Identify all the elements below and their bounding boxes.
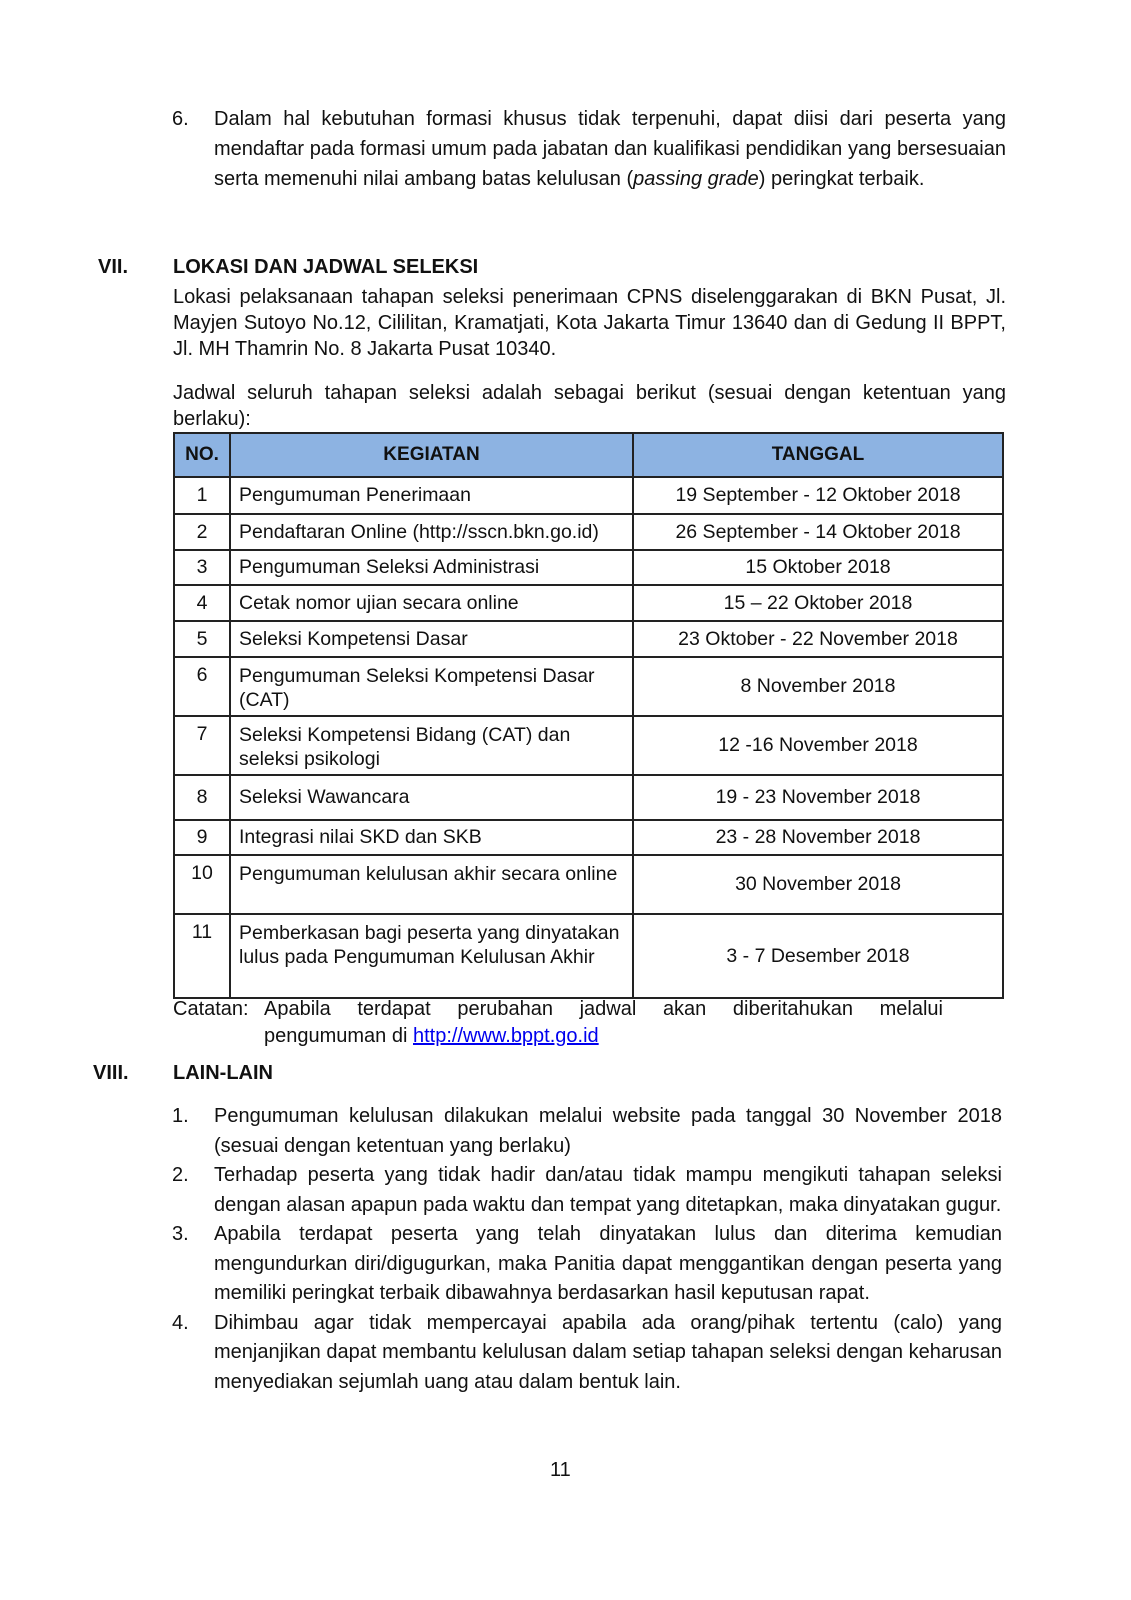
- location-paragraph: Lokasi pelaksanaan tahapan seleksi penerimaan CPNS diselenggarakan di BKN Pusat, Jl. Mayjen Sutoyo No.12, Cililitan, Kramatjati, Kota Jakarta Timur 13640 dan di Gedung II BPPT, Jl. MH Thamrin No. 8 Jakarta Pusat 10340.: [173, 286, 1006, 360]
- cell-tanggal: 3 - 7 Desember 2018: [633, 914, 1003, 998]
- page-number: 11: [550, 1459, 571, 1481]
- cell-no: 11: [174, 914, 230, 998]
- header-no: NO.: [174, 433, 230, 477]
- bppt-link[interactable]: http://www.bppt.go.id: [413, 1025, 599, 1047]
- table-row: [174, 550, 1003, 585]
- item-text: Dihimbau agar tidak mempercayai apabila ada orang/pihak tertentu (calo) yang menjanjikan dapat membantu kelulusan dalam setiap tahapan seleksi dengan keharusan menyediakan sejumlah uang atau dalam bentuk lain.: [214, 1311, 1002, 1393]
- cell-no: 4: [174, 585, 230, 621]
- cell-tanggal: 15 Oktober 2018: [633, 550, 1003, 585]
- section-number: VII.: [98, 256, 129, 278]
- header-tanggal: TANGGAL: [633, 433, 1003, 477]
- item-number: 6.: [172, 108, 189, 130]
- item-text: [214, 104, 1006, 194]
- cell-kegiatan: Pemberkasan bagi peserta yang dinyatakan lulus pada Pengumuman Kelulusan Akhir: [230, 914, 633, 998]
- header-kegiatan: KEGIATAN: [230, 433, 633, 477]
- cell-no: 6: [174, 657, 230, 716]
- cell-tanggal: 19 - 23 November 2018: [633, 775, 1003, 820]
- table-row: [174, 716, 1003, 775]
- table-row: [174, 775, 1003, 820]
- list-item: [172, 1309, 1002, 1398]
- item-number: 1.: [172, 1105, 189, 1127]
- schedule-table: [173, 432, 1004, 999]
- cell-tanggal: 26 September - 14 Oktober 2018: [633, 514, 1003, 550]
- table-row: [174, 477, 1003, 514]
- cell-kegiatan: Seleksi Kompetensi Dasar: [230, 621, 633, 657]
- cell-no: 1: [174, 477, 230, 514]
- schedule-note: [173, 996, 943, 1050]
- text-part: Dalam hal kebutuhan formasi khusus tidak terpenuhi, dapat diisi dari peserta yang mendaftar pada formasi umum pada jabatan dan kualifikasi pendidikan yang bersesuaian serta memenuhi nilai ambang batas kelulusan (: [214, 108, 1006, 190]
- note-text-wrap: [264, 996, 943, 1050]
- italic-term: passing grade: [633, 168, 759, 190]
- table-row: [174, 514, 1003, 550]
- cell-kegiatan: Seleksi Wawancara: [230, 775, 633, 820]
- text-part: ) peringkat terbaik.: [758, 168, 925, 190]
- item-number: 4.: [172, 1311, 189, 1334]
- item-text: Apabila terdapat peserta yang telah dinyatakan lulus dan diterima kemudian mengundurkan diri/digugurkan, maka Panitia dapat menggantikan dengan peserta yang memiliki peringkat terbaik dibawahnya berdasarkan hasil keputusan rapat.: [214, 1223, 1002, 1304]
- cell-tanggal: 12 -16 November 2018: [633, 716, 1003, 775]
- section-title: LAIN-LAIN: [173, 1062, 273, 1084]
- cell-tanggal: 19 September - 12 Oktober 2018: [633, 477, 1003, 514]
- section-title: LOKASI DAN JADWAL SELEKSI: [173, 256, 479, 278]
- cell-tanggal: 15 – 22 Oktober 2018: [633, 585, 1003, 621]
- cell-tanggal: 30 November 2018: [633, 855, 1003, 914]
- item-text: Terhadap peserta yang tidak hadir dan/atau tidak mampu mengikuti tahapan seleksi dengan alasan apapun pada waktu dan tempat yang ditetapkan, maka dinyatakan gugur.: [214, 1164, 1002, 1216]
- table-row: [174, 657, 1003, 716]
- cell-kegiatan: Pengumuman Seleksi Kompetensi Dasar (CAT): [230, 657, 633, 716]
- cell-no: 8: [174, 775, 230, 820]
- cell-kegiatan: Pendaftaran Online (http://sscn.bkn.go.id): [230, 514, 633, 550]
- cell-no: 3: [174, 550, 230, 585]
- cell-tanggal: 8 November 2018: [633, 657, 1003, 716]
- table-row: [174, 585, 1003, 621]
- list-item: [172, 1102, 1002, 1161]
- cell-tanggal: 23 - 28 November 2018: [633, 820, 1003, 855]
- schedule-intro: Jadwal seluruh tahapan seleksi adalah sebagai berikut (sesuai dengan ketentuan yang berlaku):: [173, 382, 1006, 430]
- note-label: Catatan:: [173, 998, 249, 1020]
- list-item-6: [172, 104, 1006, 194]
- cell-kegiatan: Pengumuman Penerimaan: [230, 477, 633, 514]
- cell-no: 10: [174, 855, 230, 914]
- cell-no: 7: [174, 716, 230, 775]
- note-text: Apabila terdapat perubahan jadwal akan diberitahukan melalui pengumuman di: [264, 998, 943, 1047]
- table-row: [174, 914, 1003, 998]
- section-number: VIII.: [93, 1062, 129, 1084]
- list-item: [172, 1220, 1002, 1309]
- lain-lain-list: [172, 1102, 1002, 1397]
- cell-tanggal: 23 Oktober - 22 November 2018: [633, 621, 1003, 657]
- table-row: [174, 855, 1003, 914]
- cell-no: 9: [174, 820, 230, 855]
- cell-kegiatan: Seleksi Kompetensi Bidang (CAT) dan seleksi psikologi: [230, 716, 633, 775]
- item-number: 2.: [172, 1164, 189, 1186]
- cell-no: 5: [174, 621, 230, 657]
- cell-kegiatan: Pengumuman kelulusan akhir secara online: [230, 855, 633, 914]
- table-row: [174, 621, 1003, 657]
- item-number: 3.: [172, 1223, 189, 1245]
- list-item: [172, 1161, 1002, 1220]
- cell-no: 2: [174, 514, 230, 550]
- cell-kegiatan: Pengumuman Seleksi Administrasi: [230, 550, 633, 585]
- table-row: [174, 820, 1003, 855]
- cell-kegiatan: Cetak nomor ujian secara online: [230, 585, 633, 621]
- item-text: Pengumuman kelulusan dilakukan melalui website pada tanggal 30 November 2018 (sesuai dengan ketentuan yang berlaku): [214, 1105, 1002, 1157]
- table-header-row: [174, 433, 1003, 477]
- cell-kegiatan: Integrasi nilai SKD dan SKB: [230, 820, 633, 855]
